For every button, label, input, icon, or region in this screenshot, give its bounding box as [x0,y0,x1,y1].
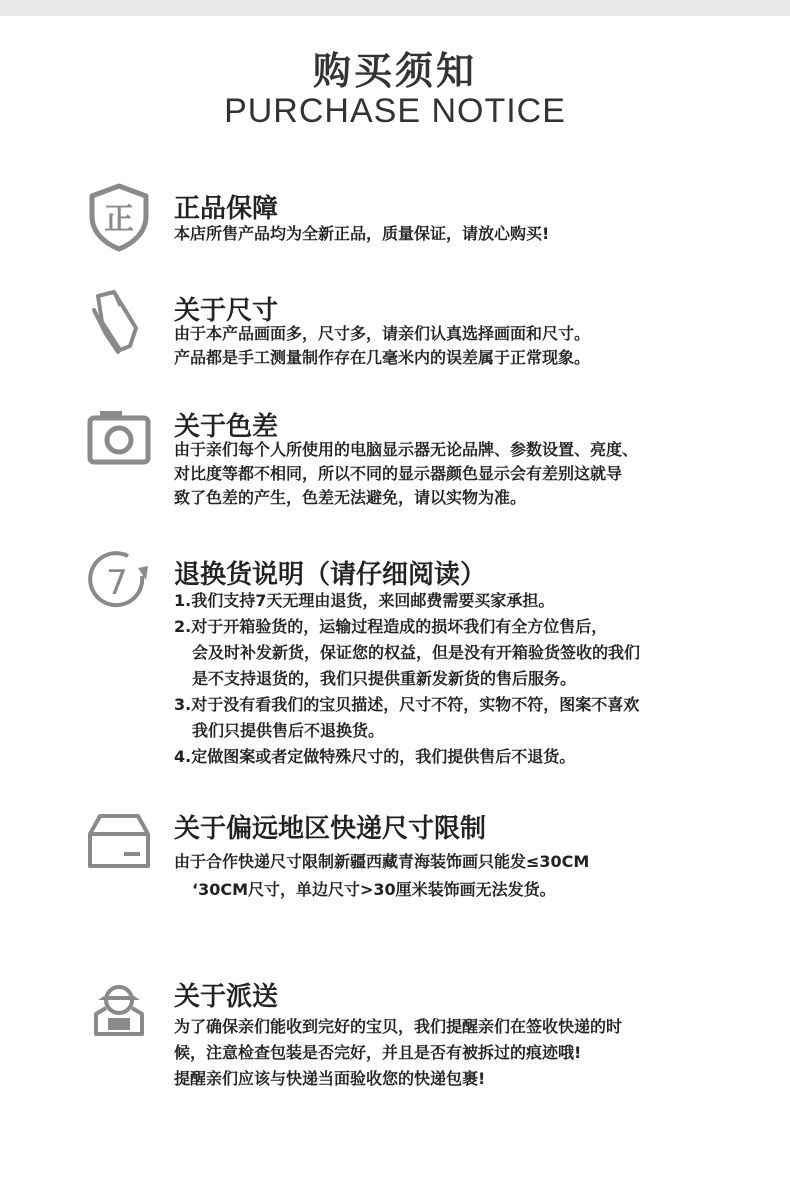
section-text: 会及时补发新货，保证您的权益，但是没有开箱验货签收的我们 [192,643,641,662]
section-title: 关于色差 [174,412,279,442]
section-text: 2.对于开箱验货的，运输过程造成的损坏我们有全方位售后， [174,617,608,636]
section-text: 候，注意检查包装是否完好，并且是否有被拆过的痕迹哦! [174,1043,582,1062]
package-box-icon [84,808,154,878]
svg-text:7: 7 [106,563,128,603]
delivery-person-icon [84,978,154,1048]
section-text: 产品都是手工测量制作存在几毫米内的误差属于正常现象。 [174,348,591,367]
section-text: 由于本产品画面多，尺寸多，请亲们认真选择画面和尺寸。 [174,324,591,343]
camera-icon [84,404,154,474]
section-text: 1.我们支持7天无理由退货，来回邮费需要买家承担。 [174,591,555,610]
section-title: 关于尺寸 [174,296,279,326]
section-text: 我们只提供售后不退换货。 [192,721,385,740]
section-text: 是不支持退货的，我们只提供重新发新货的售后服务。 [192,669,577,688]
page-subtitle: PURCHASE NOTICE [224,92,566,130]
section-text: 3.对于没有看我们的宝贝描述，尺寸不符，实物不符，图案不喜欢 [174,695,640,714]
seven-day-return-icon [84,546,154,616]
section-title: 退换货说明（请仔细阅读） [174,560,487,590]
section-title: 关于派送 [174,982,279,1012]
section-text: 4.定做图案或者定做特殊尺寸的，我们提供售后不退货。 [174,747,576,766]
section-text: 致了色差的产生，色差无法避免，请以实物为准。 [174,488,527,507]
section-text: 本店所售产品均为全新正品，质量保证，请放心购买! [174,224,550,243]
section-text: 提醒亲们应该与快递当面验收您的快递包裹! [174,1069,486,1088]
section-text: 对比度等都不相同，所以不同的显示器颜色显示会有差别这就导 [174,464,623,483]
section-text: 为了确保亲们能收到完好的宝贝，我们提醒亲们在签收快递的时 [174,1017,623,1036]
page-title: 购买须知 [312,49,477,93]
shield-authentic-icon [84,182,154,252]
section-text: 由于合作快递尺寸限制新疆西藏青海装饰画只能发≤30CM [174,852,590,871]
section-title: 正品保障 [174,194,279,224]
svg-text:正: 正 [104,202,134,237]
section-text: 由于亲们每个人所使用的电脑显示器无论品牌、参数设置、亮度、 [174,440,639,459]
top-bar [0,0,790,16]
section-title: 关于偏远地区快递尺寸限制 [174,814,487,844]
section-text: ‘30CM尺寸，单边尺寸>30厘米装饰画无法发货。 [192,880,556,899]
ruler-hand-icon [84,288,154,358]
